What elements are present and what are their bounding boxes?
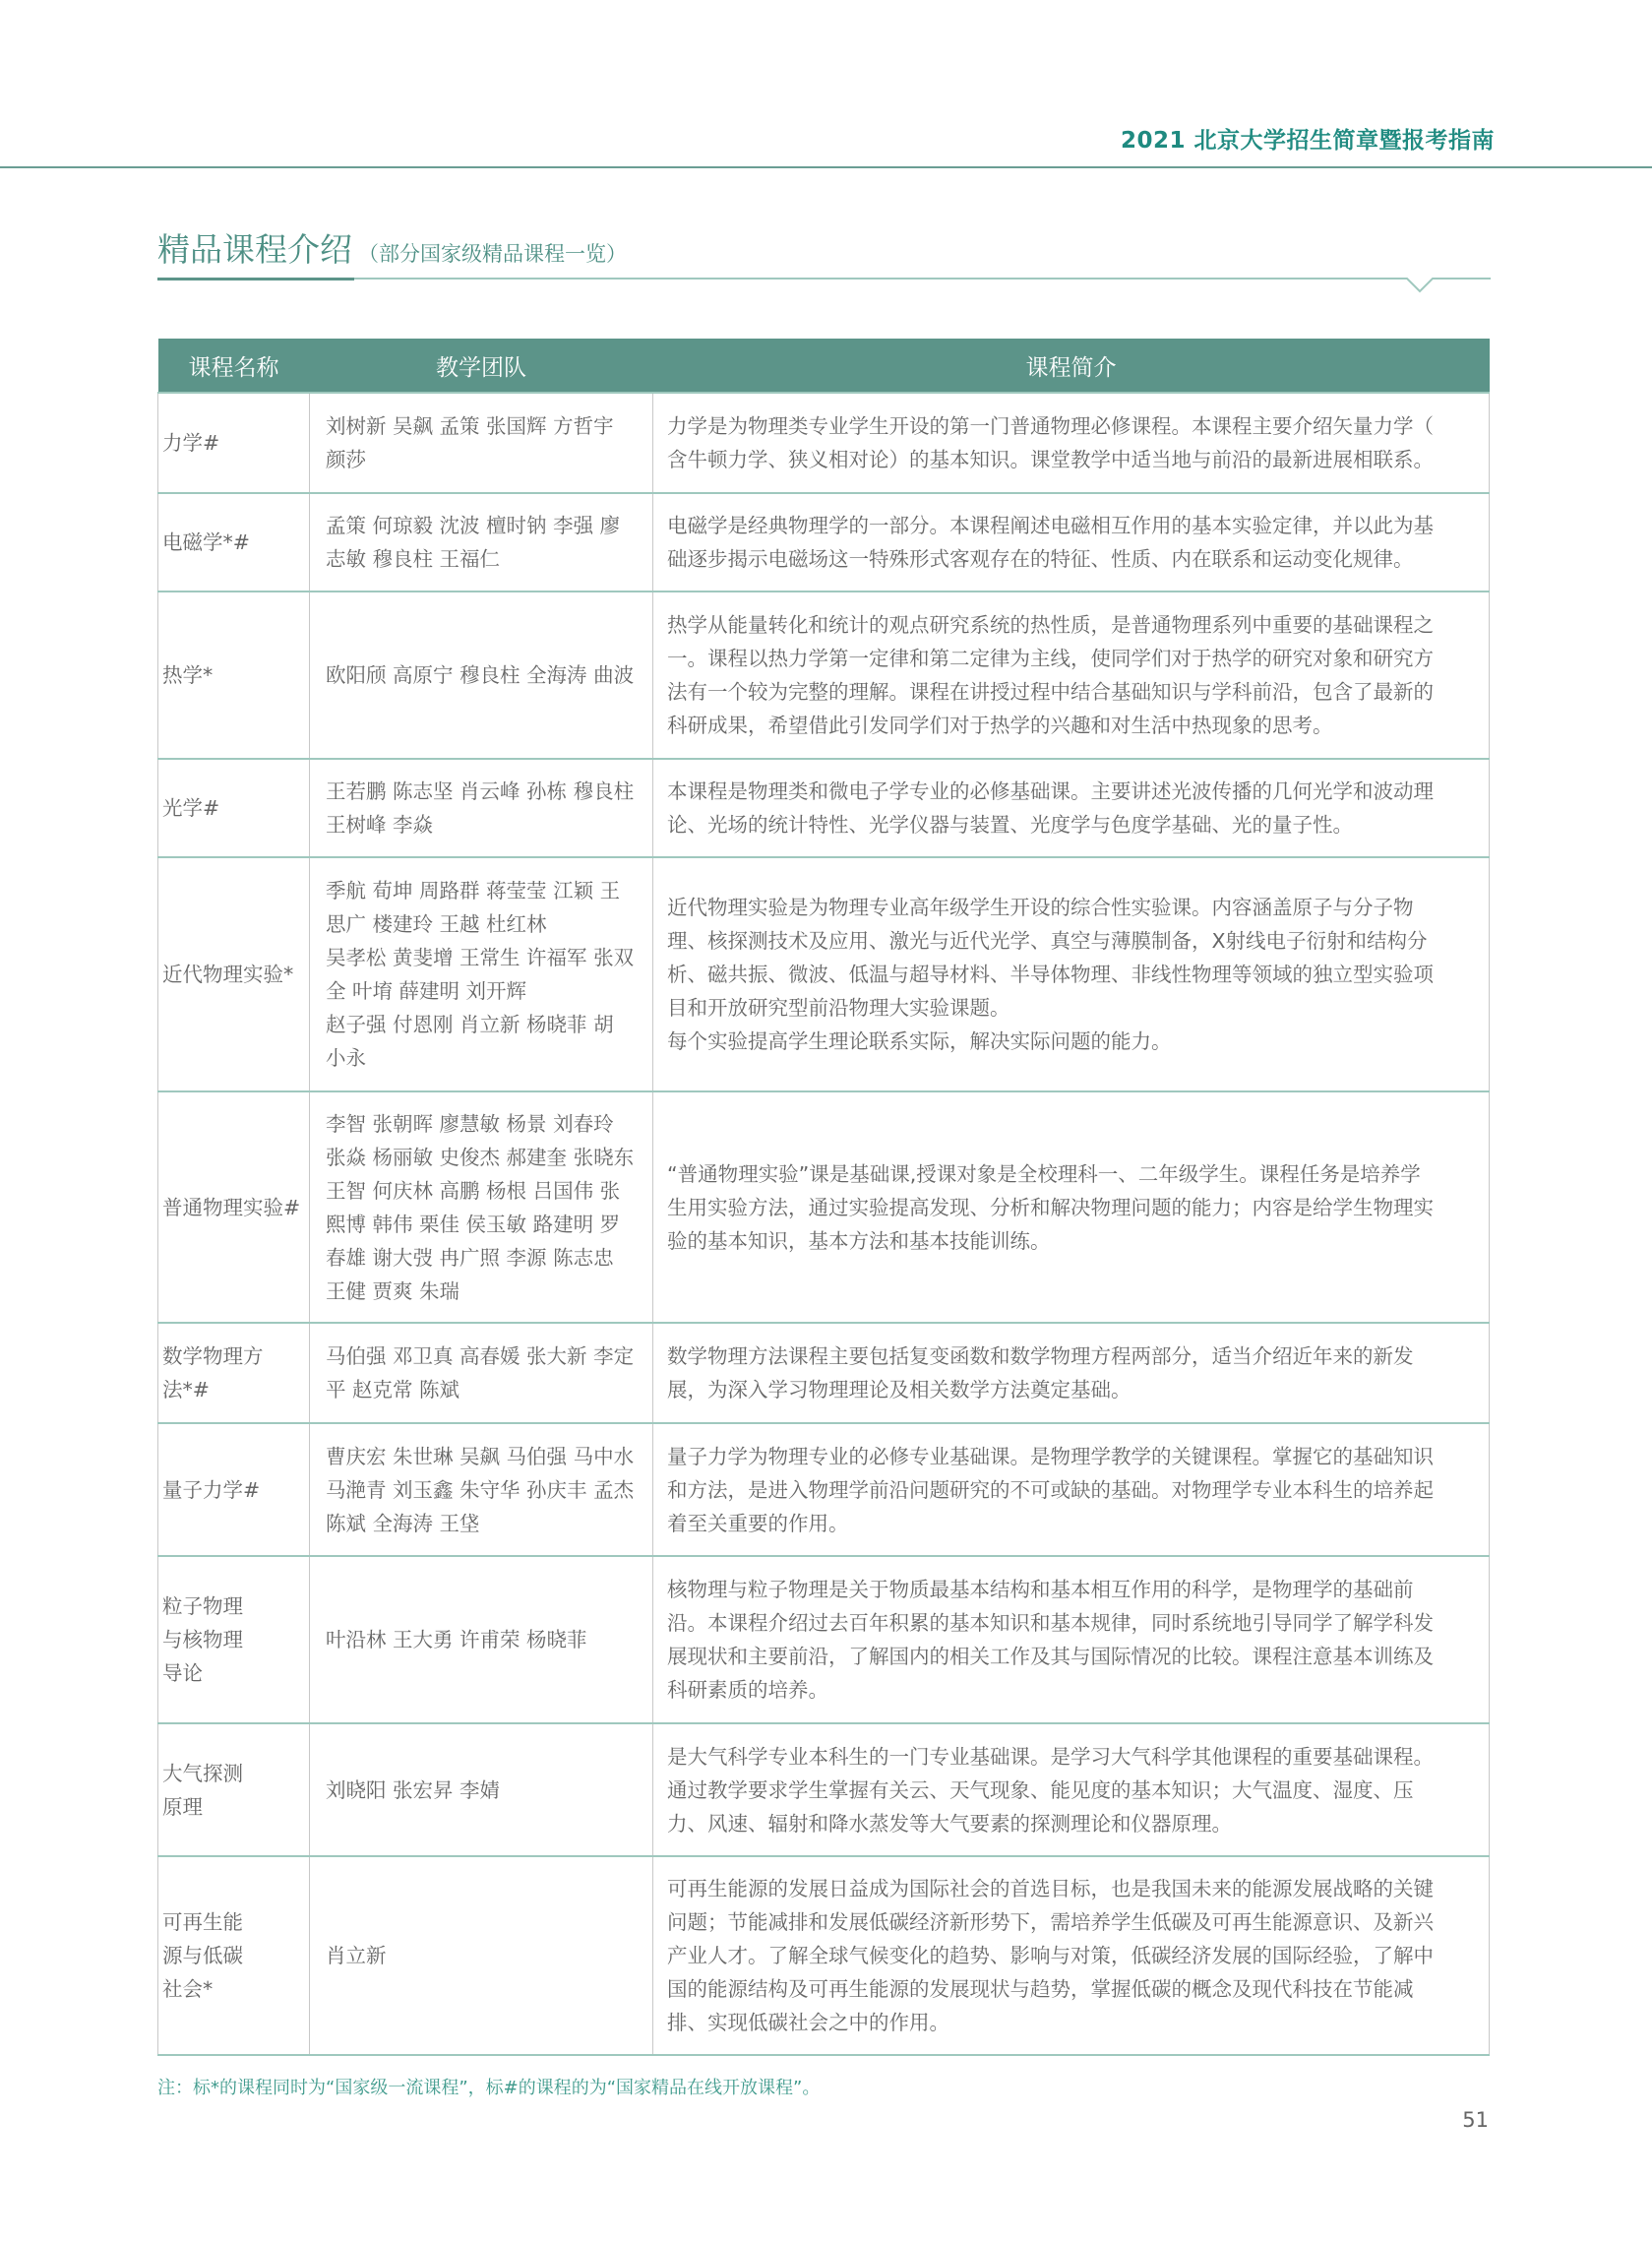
course-name [158,759,310,857]
course-team [310,1323,653,1423]
course-name [158,1856,310,2055]
header-divider [0,166,1652,168]
course-description-line: 着至关重要的作用。 [667,1511,849,1535]
course-description-line: 科研素质的培养。 [667,1678,828,1702]
course-team [310,1423,653,1556]
course-name-line: 可再生能 [162,1910,243,1934]
course-description-line: 数学物理方法课程主要包括复变函数和数学物理方程两部分，适当介绍近年来的新发 [667,1344,1414,1368]
course-team-line: 季航 荀坤 周路群 蒋莹莹 江颖 王 [326,879,621,903]
course-name-line: 与核物理 [162,1628,243,1651]
course-description-line: 展，为深入学习物理理论及相关数学方法奠定基础。 [667,1378,1132,1401]
course-team-line: 全 叶堉 薛建明 刘开辉 [326,979,527,1003]
course-name-line: 大气探测 [162,1761,243,1785]
course-name-line: 社会* [162,1977,214,2001]
course-description-line: “普通物理实验”课是基础课,授课对象是全校理科一、二年级学生。课程任务是培养学 [667,1161,1421,1186]
course-name [158,1323,310,1423]
table-row [158,857,1490,1091]
course-name-line: 粒子物理 [162,1594,243,1618]
course-team [310,592,653,759]
course-team-line: 李智 张朝晖 廖慧敏 杨景 刘春玲 [326,1111,614,1136]
course-team-line: 吴孝松 黄斐增 王常生 许福军 张双 [326,946,635,969]
course-name-line: 源与低碳 [162,1944,243,1967]
course-description-line: 通过教学要求学生掌握有关云、天气现象、能见度的基本知识；大气温度、湿度、压 [667,1777,1414,1802]
course-description [653,1323,1490,1423]
course-description [653,1091,1490,1323]
course-name [158,1723,310,1856]
course-team [310,759,653,857]
course-description-line: 本课程是物理类和微电子学专业的必修基础课。主要讲述光波传播的几何光学和波动理 [667,779,1434,803]
course-description-line: 析、磁共振、微波、低温与超导材料、半导体物理、非线性物理等领域的独立型实验项 [667,963,1434,986]
course-description-line: 论、光场的统计特性、光学仪器与装置、光度学与色度学基础、光的量子性。 [667,813,1353,837]
course-name-line: 电磁学*# [162,530,250,554]
course-team [310,1556,653,1723]
section-title-main: 精品课程介绍 [157,230,352,269]
course-name [158,493,310,592]
course-team-line: 平 赵克常 陈斌 [326,1378,460,1401]
course-description-line: 含牛顿力学、狭义相对论）的基本知识。课堂教学中适当地与前沿的最新进展相联系。 [667,448,1434,471]
course-team-line: 小永 [326,1046,366,1070]
course-name-line: 法*# [162,1378,210,1401]
course-name-line: 力学# [162,431,220,455]
course-team-line: 欧阳颀 高原宁 穆良柱 全海涛 曲波 [326,663,635,687]
course-name-line: 原理 [162,1794,203,1819]
course-description-line: 近代物理实验是为物理专业高年级学生开设的综合性实验课。内容涵盖原子与分子物 [667,896,1414,919]
course-name [158,1556,310,1723]
section-title-underline [157,278,1491,280]
course-name-line: 数学物理方 [162,1344,264,1368]
header-course-name: 课程名称 [158,339,310,393]
course-description [653,1856,1490,2055]
course-description-line: 沿。本课程介绍过去百年积累的基本知识和基本规律，同时系统地引导同学了解学科发 [667,1611,1434,1635]
course-team [310,393,653,493]
course-description-line: 理、核探测技术及应用、激光与近代光学、真空与薄膜制备，X射线电子衍射和结构分 [667,929,1428,953]
section-subtitle: （部分国家级精品课程一览） [358,242,627,266]
table-row [158,1091,1490,1323]
table-row [158,1723,1490,1856]
course-description [653,1556,1490,1723]
course-team-line: 张焱 杨丽敏 史俊杰 郝建奎 张晓东 [326,1145,635,1169]
course-description-line: 可再生能源的发展日益成为国际社会的首选目标，也是我国未来的能源发展战略的关键 [667,1877,1434,1900]
table-row [158,1556,1490,1723]
footnote: 注：标*的课程同时为“国家级一流课程”，标#的课程的为“国家精品在线开放课程”。 [157,2078,821,2098]
course-name [158,592,310,759]
course-description [653,857,1490,1091]
course-description-line: 量子力学为物理专业的必修专业基础课。是物理学教学的关键课程。掌握它的基础知识 [667,1444,1434,1468]
course-description-line: 和方法，是进入物理学前沿问题研究的不可或缺的基础。对物理学专业本科生的培养起 [667,1477,1434,1502]
course-team-line: 孟策 何琼毅 沈波 檀时钠 李强 廖 [326,514,621,537]
course-description [653,1723,1490,1856]
course-team-line: 王树峰 李焱 [326,813,434,837]
course-team-line: 志敏 穆良柱 王福仁 [326,547,501,571]
course-description [653,493,1490,592]
section-title [157,224,627,271]
table-header-row [158,339,1490,393]
course-team [310,493,653,592]
course-name [158,857,310,1091]
course-team-line: 王若鹏 陈志坚 肖云峰 孙栋 穆良柱 [326,779,635,803]
course-description-line: 验的基本知识，基本方法和基本技能训练。 [667,1228,1051,1253]
table-row [158,1423,1490,1556]
course-team-line: 曹庆宏 朱世琳 吴飙 马伯强 马中水 [326,1444,635,1468]
course-name-line: 近代物理实验* [162,963,294,986]
course-team [310,857,653,1091]
course-name-line: 光学# [162,796,220,820]
table-row [158,493,1490,592]
course-team [310,1856,653,2055]
course-description-line: 排、实现低碳社会之中的作用。 [667,2011,949,2034]
course-description-line: 力学是为物理类专业学生开设的第一门普通物理必修课程。本课程主要介绍矢量力学（ [667,414,1434,438]
course-name [158,1423,310,1556]
running-head: 2021 北京大学招生简章暨报考指南 [1120,128,1495,154]
course-team-line: 马伯强 邓卫真 高春媛 张大新 李定 [326,1344,635,1368]
course-description-line: 国的能源结构及可再生能源的发展现状与趋势，掌握低碳的概念及现代科技在节能减 [667,1977,1414,2001]
course-description-line: 力、风速、辐射和降水蒸发等大气要素的探测理论和仪器原理。 [667,1811,1232,1836]
course-team [310,1723,653,1856]
course-description-line: 电磁学是经典物理学的一部分。本课程阐述电磁相互作用的基本实验定律，并以此为基 [667,514,1434,537]
course-description-line: 法有一个较为完整的理解。课程在讲授过程中结合基础知识与学科前沿，包含了最新的 [667,680,1434,704]
course-description [653,1423,1490,1556]
course-team [310,1091,653,1323]
course-name-line: 导论 [162,1661,203,1685]
courses-table [157,339,1490,2056]
course-team-line: 熙博 韩伟 栗佳 侯玉敏 路建明 罗 [326,1212,621,1236]
header-description: 课程简介 [653,339,1490,393]
course-team-line: 王健 贾爽 朱瑞 [326,1278,460,1303]
table-row [158,592,1490,759]
course-name-line: 量子力学# [162,1477,261,1502]
course-description-line: 核物理与粒子物理是关于物质最基本结构和基本相互作用的科学，是物理学的基础前 [667,1578,1414,1601]
course-description-line: 每个实验提高学生理论联系实际，解决实际问题的能力。 [667,1029,1172,1053]
course-description [653,393,1490,493]
course-name [158,1091,310,1323]
course-name-line: 热学* [162,663,214,687]
course-description-line: 科研成果，希望借此引发同学们对于热学的兴趣和对生活中热现象的思考。 [667,714,1333,737]
course-description-line: 展现状和主要前沿，了解国内的相关工作及其与国际情况的比较。课程注意基本训练及 [667,1645,1434,1668]
course-description [653,592,1490,759]
table-row [158,1323,1490,1423]
table-row [158,759,1490,857]
course-name-line: 普通物理实验# [162,1195,301,1219]
course-name [158,393,310,493]
course-description-line: 产业人才。了解全球气候变化的趋势、影响与对策，低碳经济发展的国际经验，了解中 [667,1944,1434,1967]
header-team: 教学团队 [310,339,653,393]
course-team-line: 陈斌 全海涛 王垡 [326,1511,480,1535]
course-team-line: 马滟青 刘玉鑫 朱守华 孙庆丰 孟杰 [326,1477,635,1502]
course-description-line: 问题；节能减排和发展低碳经济新形势下，需培养学生低碳及可再生能源意识、及新兴 [667,1910,1434,1934]
course-team-line: 刘晓阳 张宏昇 李婧 [326,1777,501,1802]
course-team-line: 肖立新 [326,1944,387,1967]
course-description-line: 目和开放研究型前沿物理大实验课题。 [667,996,1010,1020]
table-row [158,393,1490,493]
course-description-line: 础逐步揭示电磁场这一特殊形式客观存在的特征、性质、内在联系和运动变化规律。 [667,547,1414,571]
course-team-line: 刘树新 吴飙 孟策 张国辉 方哲宇 [326,414,614,438]
course-description-line: 热学从能量转化和统计的观点研究系统的热性质，是普通物理系列中重要的基础课程之 [667,613,1434,637]
course-description-line: 是大气科学专业本科生的一门专业基础课。是学习大气科学其他课程的重要基础课程。 [667,1744,1434,1769]
table-row [158,1856,1490,2055]
page-number: 51 [1462,2108,1489,2132]
course-team-line: 赵子强 付恩刚 肖立新 杨晓菲 胡 [326,1013,614,1036]
course-description-line: 生用实验方法，通过实验提高发现、分析和解决物理问题的能力；内容是给学生物理实 [667,1195,1434,1219]
course-team-line: 王智 何庆林 高鹏 杨根 吕国伟 张 [326,1178,621,1203]
course-team-line: 颜莎 [326,448,366,471]
course-team-line: 叶沿林 王大勇 许甫荣 杨晓菲 [326,1628,587,1651]
course-team-line: 思广 楼建玲 王越 杜红林 [326,912,547,936]
course-description-line: 一。课程以热力学第一定律和第二定律为主线，使同学们对于热学的研究对象和研究方 [667,647,1434,670]
course-team-line: 春雄 谢大弢 冉广照 李源 陈志忠 [326,1245,614,1270]
course-description [653,759,1490,857]
